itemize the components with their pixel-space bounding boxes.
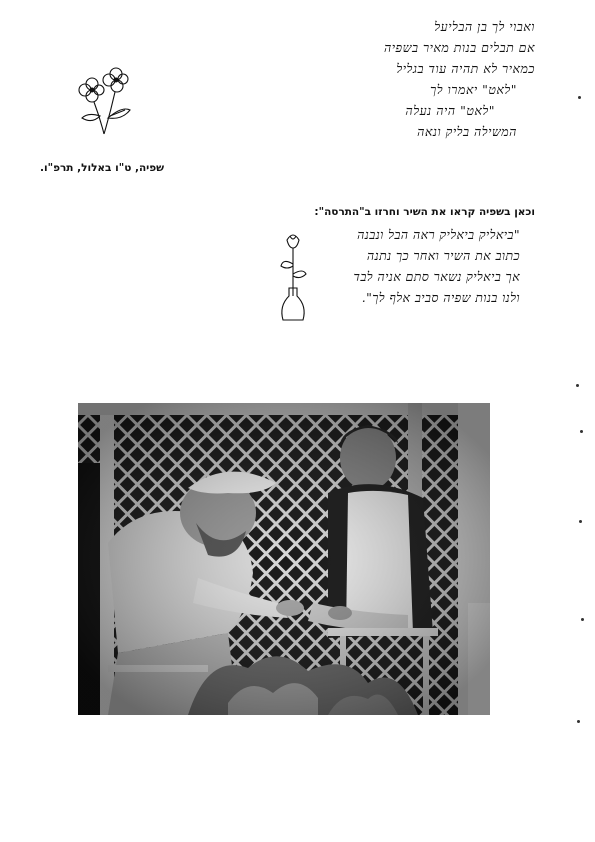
scan-speck: [576, 384, 579, 387]
intro-heading: וכאן בשפיה קראו את השיר וחרזו ב"התרסה":: [314, 206, 535, 218]
scan-speck: [581, 618, 584, 621]
scan-speck: [578, 96, 581, 99]
poem-bottom-line: ולנו בנות שפיה סביב אלף לך".: [361, 290, 520, 305]
poem-top-line: ואבוי לך בן הבליעל: [434, 19, 535, 34]
pansy-flower-icon: [70, 62, 138, 136]
poem-top-line: "לאט" היה נעלה: [405, 103, 495, 118]
poem-top-line: המשילה בליק ונאה: [417, 124, 517, 139]
scan-speck: [580, 430, 583, 433]
poem-bottom-line: אך ביאליק נשאר סתם אניה לבד: [353, 269, 520, 284]
historical-photo: [78, 403, 490, 715]
poem-bottom-line: כתוב את השיר ואחר כך נתנה: [366, 248, 520, 263]
poem-bottom-line: "ביאליק ביאליק ראה הבל ונבנה: [357, 227, 520, 242]
scan-speck: [577, 720, 580, 723]
poem-top-line: אם תבלים בנות מאיר בשפיה: [383, 40, 535, 55]
poem-top: [275, 16, 535, 142]
poem-top-line: "לאט" יאמרו לך: [430, 82, 517, 97]
photo-image: [78, 403, 490, 715]
rose-in-vase-icon: [273, 226, 313, 326]
poem-top-line: כמאיר לא תהיה עוד בגליל: [396, 61, 535, 76]
scan-speck: [579, 520, 582, 523]
signoff-date: שפיה, ט"ו באלול, תרפ"ו.: [40, 162, 165, 174]
